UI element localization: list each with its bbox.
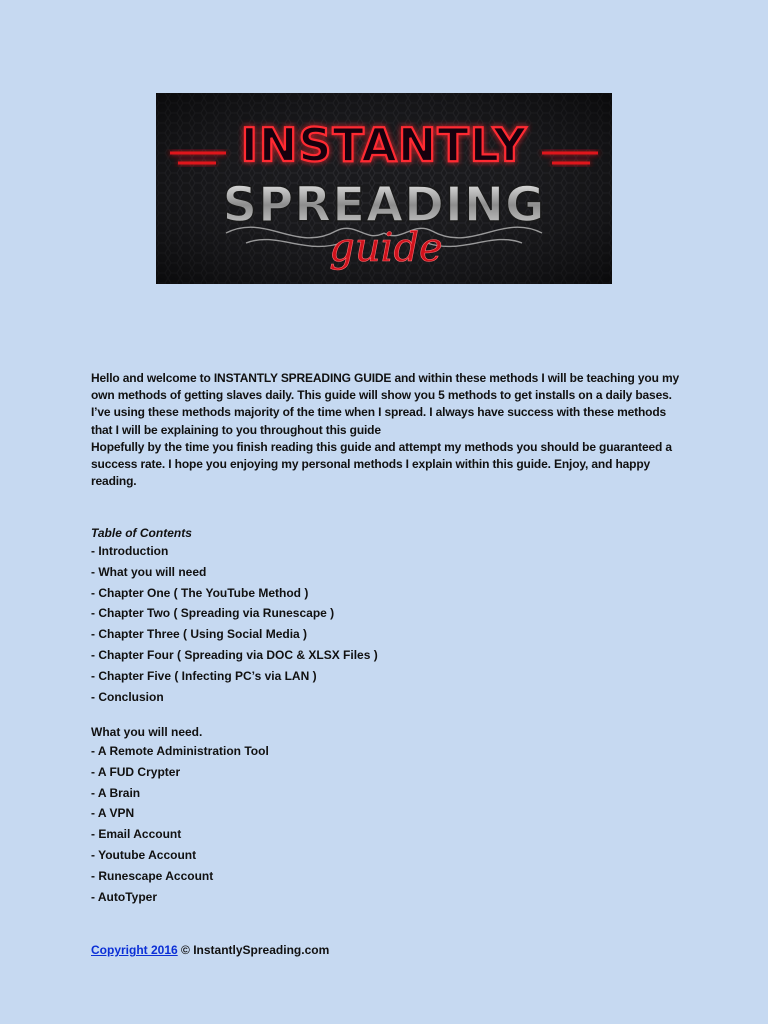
- toc-item: - Chapter Two ( Spreading via Runescape ): [91, 606, 335, 621]
- intro-paragraph-2: Hopefully by the time you finish reading this guide and attempt my methods you should be guaranteed a success rate. I hope you enjoying my personal methods I explain within this guide. Enjoy, and happy reading.: [91, 439, 672, 489]
- copyright-link[interactable]: Copyright 2016: [91, 943, 178, 957]
- footer-site-text: © InstantlySpreading.com: [177, 943, 330, 957]
- banner-title-line2: SPREADING: [222, 177, 546, 233]
- toc-item: - Introduction: [91, 544, 169, 558]
- toc-item: - Chapter Four ( Spreading via DOC & XLSX Files ): [91, 647, 378, 662]
- toc-item: - What you will need: [91, 564, 207, 579]
- banner-title-line1: INSTANTLY: [240, 118, 528, 172]
- toc-item: - Chapter Three ( Using Social Media ): [91, 627, 308, 642]
- banner-title-line3: guide: [329, 225, 443, 271]
- needs-title: What you will need.: [91, 725, 203, 739]
- needs-item: - A Brain: [91, 785, 141, 800]
- footer: [91, 943, 329, 957]
- intro-paragraph-1: Hello and welcome to INSTANTLY SPREADING GUIDE and within these methods I will be teaching you my own methods of getting slaves daily. This guide will show you 5 methods to get installs on a daily bases. I’ve using these methods majority of the time when I spread. I always have success with these methods that I will be explaining to you throughout this guide: [91, 371, 679, 437]
- needs-item: - Youtube Account: [91, 847, 197, 862]
- toc-item: - Conclusion: [91, 689, 164, 704]
- needs-item: - Runescape Account: [91, 868, 214, 883]
- needs-item: - A VPN: [91, 806, 135, 821]
- toc-item: - Chapter Five ( Infecting PC’s via LAN ): [91, 668, 317, 683]
- needs-item: - A Remote Administration Tool: [91, 744, 269, 758]
- toc-title: Table of Contents: [91, 526, 192, 540]
- needs-item: - A FUD Crypter: [91, 764, 181, 779]
- intro-text: [91, 370, 681, 490]
- banner-logo: [156, 93, 612, 284]
- toc-item: - Chapter One ( The YouTube Method ): [91, 585, 309, 600]
- needs-list: [91, 741, 269, 907]
- needs-item: - AutoTyper: [91, 889, 157, 904]
- toc-list: [91, 541, 378, 707]
- needs-item: - Email Account: [91, 827, 182, 842]
